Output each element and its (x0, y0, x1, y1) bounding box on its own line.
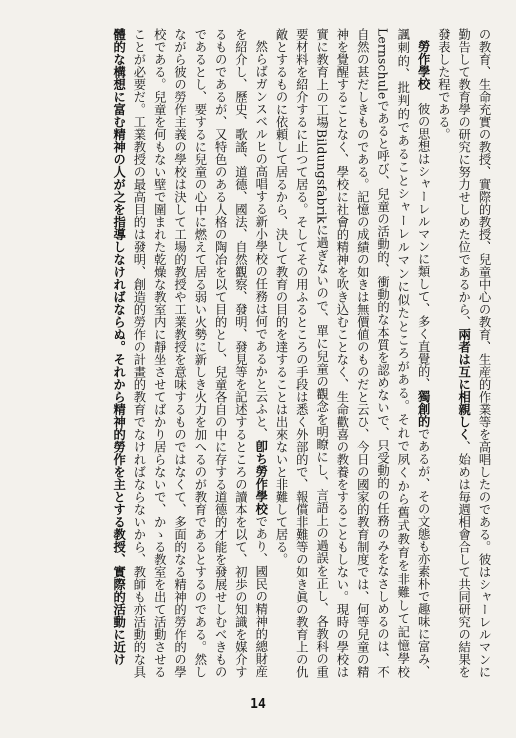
emphasized-text: 兩者は互に相親しく (456, 328, 472, 441)
body-text: の教育、生命充實の教授、實際的教授、兒童中心の教育、生産的作業等を高唱したのである。彼はシャーレルマンに勤告して教育學の研究に努力せしめた位であるから、 (456, 28, 491, 678)
paragraph-section (271, 28, 433, 678)
emphasized-text: 卽ち勞作學校 (253, 440, 269, 516)
emphasized-text: 獨創的 (416, 390, 432, 428)
emphasized-text: 體的な構想に富む精神の人が之を指導しなければならぬ。それから精神的勞作を主とする教授、實際的活動に近け (111, 28, 127, 666)
body-text: 、始めは毎週相會合して共同研究の結果を發表した程である。 (436, 28, 471, 678)
emphasized-text: 勞作學校 (416, 40, 432, 91)
paragraph-continuation (433, 28, 494, 678)
body-text: であり、國民の精神的總財産を紹介し、歷史、歌謠、道德、國法、自然觀察、發明、發見等を記述するところの讀本を以て、初歩の知識を媒介するものであるが、又特色のある人格の陶冶を以て目的とし、兒童各自の中に存する道德的才能を發展せしむべきものであるとし、要するに兒童の心中に燃えて居る弱い火勢に新しき火力を加へるのが教育であるとするのである。然しながら彼の勞作主義の學校は決して工場的教授や工業教授を意味するものではなくて、多面的なる精神的勞作的の學校である。兒童を何もない壁で圍まれた乾燥な教室内に靜坐させてばかり居らないで、かゝる教室を出て活動させることが必要だ。工業教授の最高目的は發明、創造的勞作の計畫的教育でなければならないから、教師も亦活動的な具 (131, 28, 268, 678)
body-text: であるが、その文態も亦素朴で趣味に富み、諷刺的、批判的であることシャーレルマンに似たところがある。それで夙くから舊式教育を非難して記憶學校Lernschuleであると呼び、兒童の活動的、衝動的な本質を認めないで、只受動的の任務のみをなさしめるのは、不自然の甚だしきものである。記憶の成績の如きは無價値のものだと云ひ、今日の國家的教育制度では、何等兒童の精神を覺醒することなく、學校に社會的精神を吹き込むことなく、生命歡喜の教養をすることもしない。現時の學校は實に教育上の工場Bildungsfabrikに過ぎないので、單に兒童の觀念を明瞭にし、言語上の過誤を正し、各教科の重要材料を紹介するに止つて居る。そしてその用ふるところの手段は悉く外部的で、報償非難等の如き眞の教育上の仇敵とするものに依頼して居るから、決して教育の目的を達することは出來ないと非難して居る。 (274, 28, 431, 678)
paragraph-body (108, 28, 270, 678)
body-text: 然らばガンスベルヒの高唱する新小學校の任務は何であるかと云ふと、 (253, 40, 268, 441)
vertical-text-body (26, 28, 494, 678)
body-text: 彼の思想はシャーレルマンに類して、多く直覺的、 (416, 90, 431, 391)
page-number: 14 (250, 697, 266, 712)
